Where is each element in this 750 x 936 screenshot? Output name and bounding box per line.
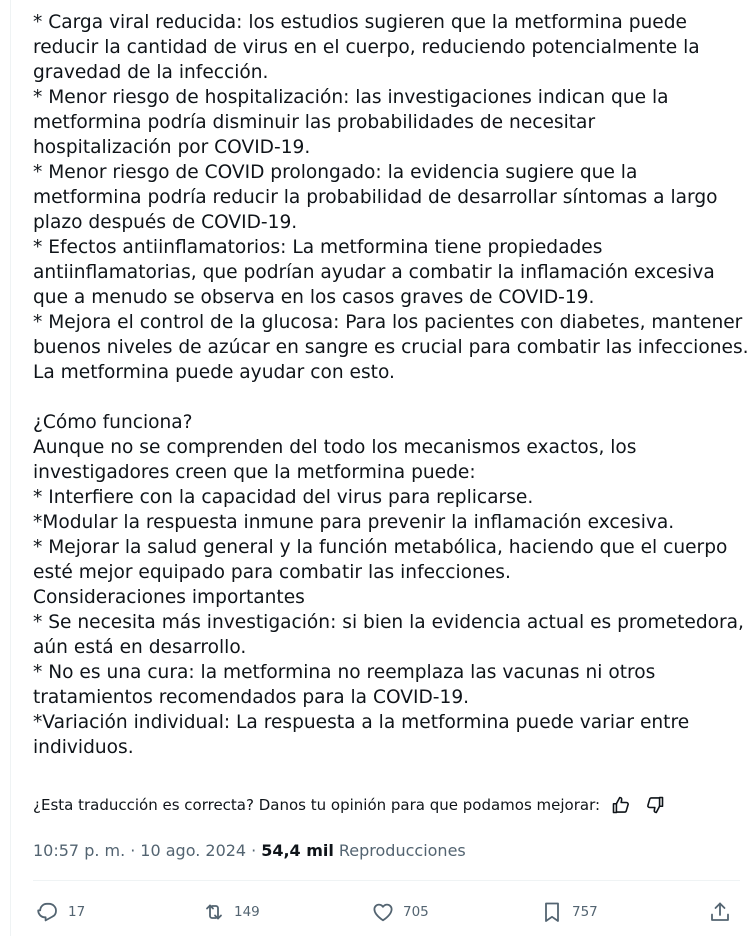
post-line: * Se necesita más investigación: si bien la evidencia actual es prometedora, bbox=[33, 612, 744, 633]
thumbs-down-icon bbox=[645, 795, 665, 815]
post-line: * Interfiere con la capacidad del virus para replicarse. bbox=[33, 487, 534, 508]
meta-separator: · bbox=[130, 840, 136, 860]
bookmark-icon bbox=[540, 900, 564, 924]
share-button[interactable] bbox=[708, 897, 732, 927]
post-line: gravedad de la infección. bbox=[33, 62, 269, 83]
repost-button[interactable] bbox=[202, 897, 260, 927]
post-line bbox=[33, 385, 745, 410]
thumbs-up-button[interactable] bbox=[608, 792, 634, 818]
bookmark-button[interactable] bbox=[540, 897, 598, 927]
post-line: plazo después de COVID-19. bbox=[33, 212, 298, 233]
translation-feedback bbox=[33, 792, 668, 818]
post-date[interactable]: 10 ago. 2024 bbox=[140, 840, 247, 860]
post-line: buenos niveles de azúcar en sangre es crucial para combatir las infecciones. bbox=[33, 337, 749, 358]
like-icon bbox=[371, 900, 395, 924]
views-count: 54,4 mil bbox=[261, 840, 334, 860]
post-text bbox=[33, 10, 749, 760]
post-line: esté mejor equipado para combatir las infecciones. bbox=[33, 562, 511, 583]
thumbs-down-button[interactable] bbox=[642, 792, 668, 818]
post-line: *Modular la respuesta inmune para prevenir la inflamación excesiva. bbox=[33, 512, 675, 533]
reply-count: 17 bbox=[68, 904, 86, 920]
divider bbox=[33, 880, 740, 881]
post-line: hospitalización por COVID-19. bbox=[33, 137, 311, 158]
post-line: * Menor riesgo de COVID prolongado: la evidencia sugiere que la bbox=[33, 162, 638, 183]
thread-line bbox=[10, 0, 11, 936]
meta-separator: · bbox=[251, 840, 257, 860]
post-line: reducir la cantidad de virus en el cuerpo, reduciendo potencialmente la bbox=[33, 37, 700, 58]
like-count: 705 bbox=[403, 904, 429, 920]
post-time[interactable]: 10:57 p. m. bbox=[33, 840, 126, 860]
post-line: que a menudo se observa en los casos graves de COVID-19. bbox=[33, 287, 595, 308]
reply-icon bbox=[36, 900, 60, 924]
share-icon bbox=[708, 900, 732, 924]
post-line: La metformina puede ayudar con esto. bbox=[33, 362, 395, 383]
post-line: *Variación individual: La respuesta a la metformina puede variar entre bbox=[33, 712, 690, 733]
post-line: tratamientos recomendados para la COVID-19. bbox=[33, 687, 470, 708]
post-line: individuos. bbox=[33, 737, 134, 758]
post-line: * Mejorar la salud general y la función metabólica, haciendo que el cuerpo bbox=[33, 537, 728, 558]
post-line: Aunque no se comprenden del todo los mecanismos exactos, los bbox=[33, 437, 637, 458]
views-label: Reproducciones bbox=[338, 840, 466, 860]
like-button[interactable] bbox=[371, 897, 429, 927]
post-line: metformina podría disminuir las probabilidades de necesitar bbox=[33, 112, 596, 133]
thumbs-up-icon bbox=[611, 795, 631, 815]
post-line: * Efectos antiinflamatorios: La metformina tiene propiedades bbox=[33, 237, 603, 258]
repost-count: 149 bbox=[234, 904, 260, 920]
action-bar bbox=[36, 897, 736, 927]
repost-icon bbox=[202, 900, 226, 924]
post-line: antiinflamatorias, que podrían ayudar a combatir la inflamación excesiva bbox=[33, 262, 715, 283]
reply-button[interactable] bbox=[36, 897, 85, 927]
translation-feedback-prompt: ¿Esta traducción es correcta? Danos tu opinión para que podamos mejorar: bbox=[33, 796, 601, 814]
post-line: aún está en desarrollo. bbox=[33, 637, 247, 658]
post-line: metformina podría reducir la probabilidad de desarrollar síntomas a largo bbox=[33, 187, 718, 208]
post-line: * Menor riesgo de hospitalización: las investigaciones indican que la bbox=[33, 87, 669, 108]
post-line: * Carga viral reducida: los estudios sugieren que la metformina puede bbox=[33, 12, 687, 33]
post-line: Consideraciones importantes bbox=[33, 587, 305, 608]
post-line: ¿Cómo funciona? bbox=[33, 412, 193, 433]
post-metadata bbox=[33, 838, 466, 862]
post-line: investigadores creen que la metformina puede: bbox=[33, 462, 476, 483]
bookmark-count: 757 bbox=[572, 904, 598, 920]
post-line: * Mejora el control de la glucosa: Para los pacientes con diabetes, mantener bbox=[33, 312, 743, 333]
post-line: * No es una cura: la metformina no reemplaza las vacunas ni otros bbox=[33, 662, 656, 683]
